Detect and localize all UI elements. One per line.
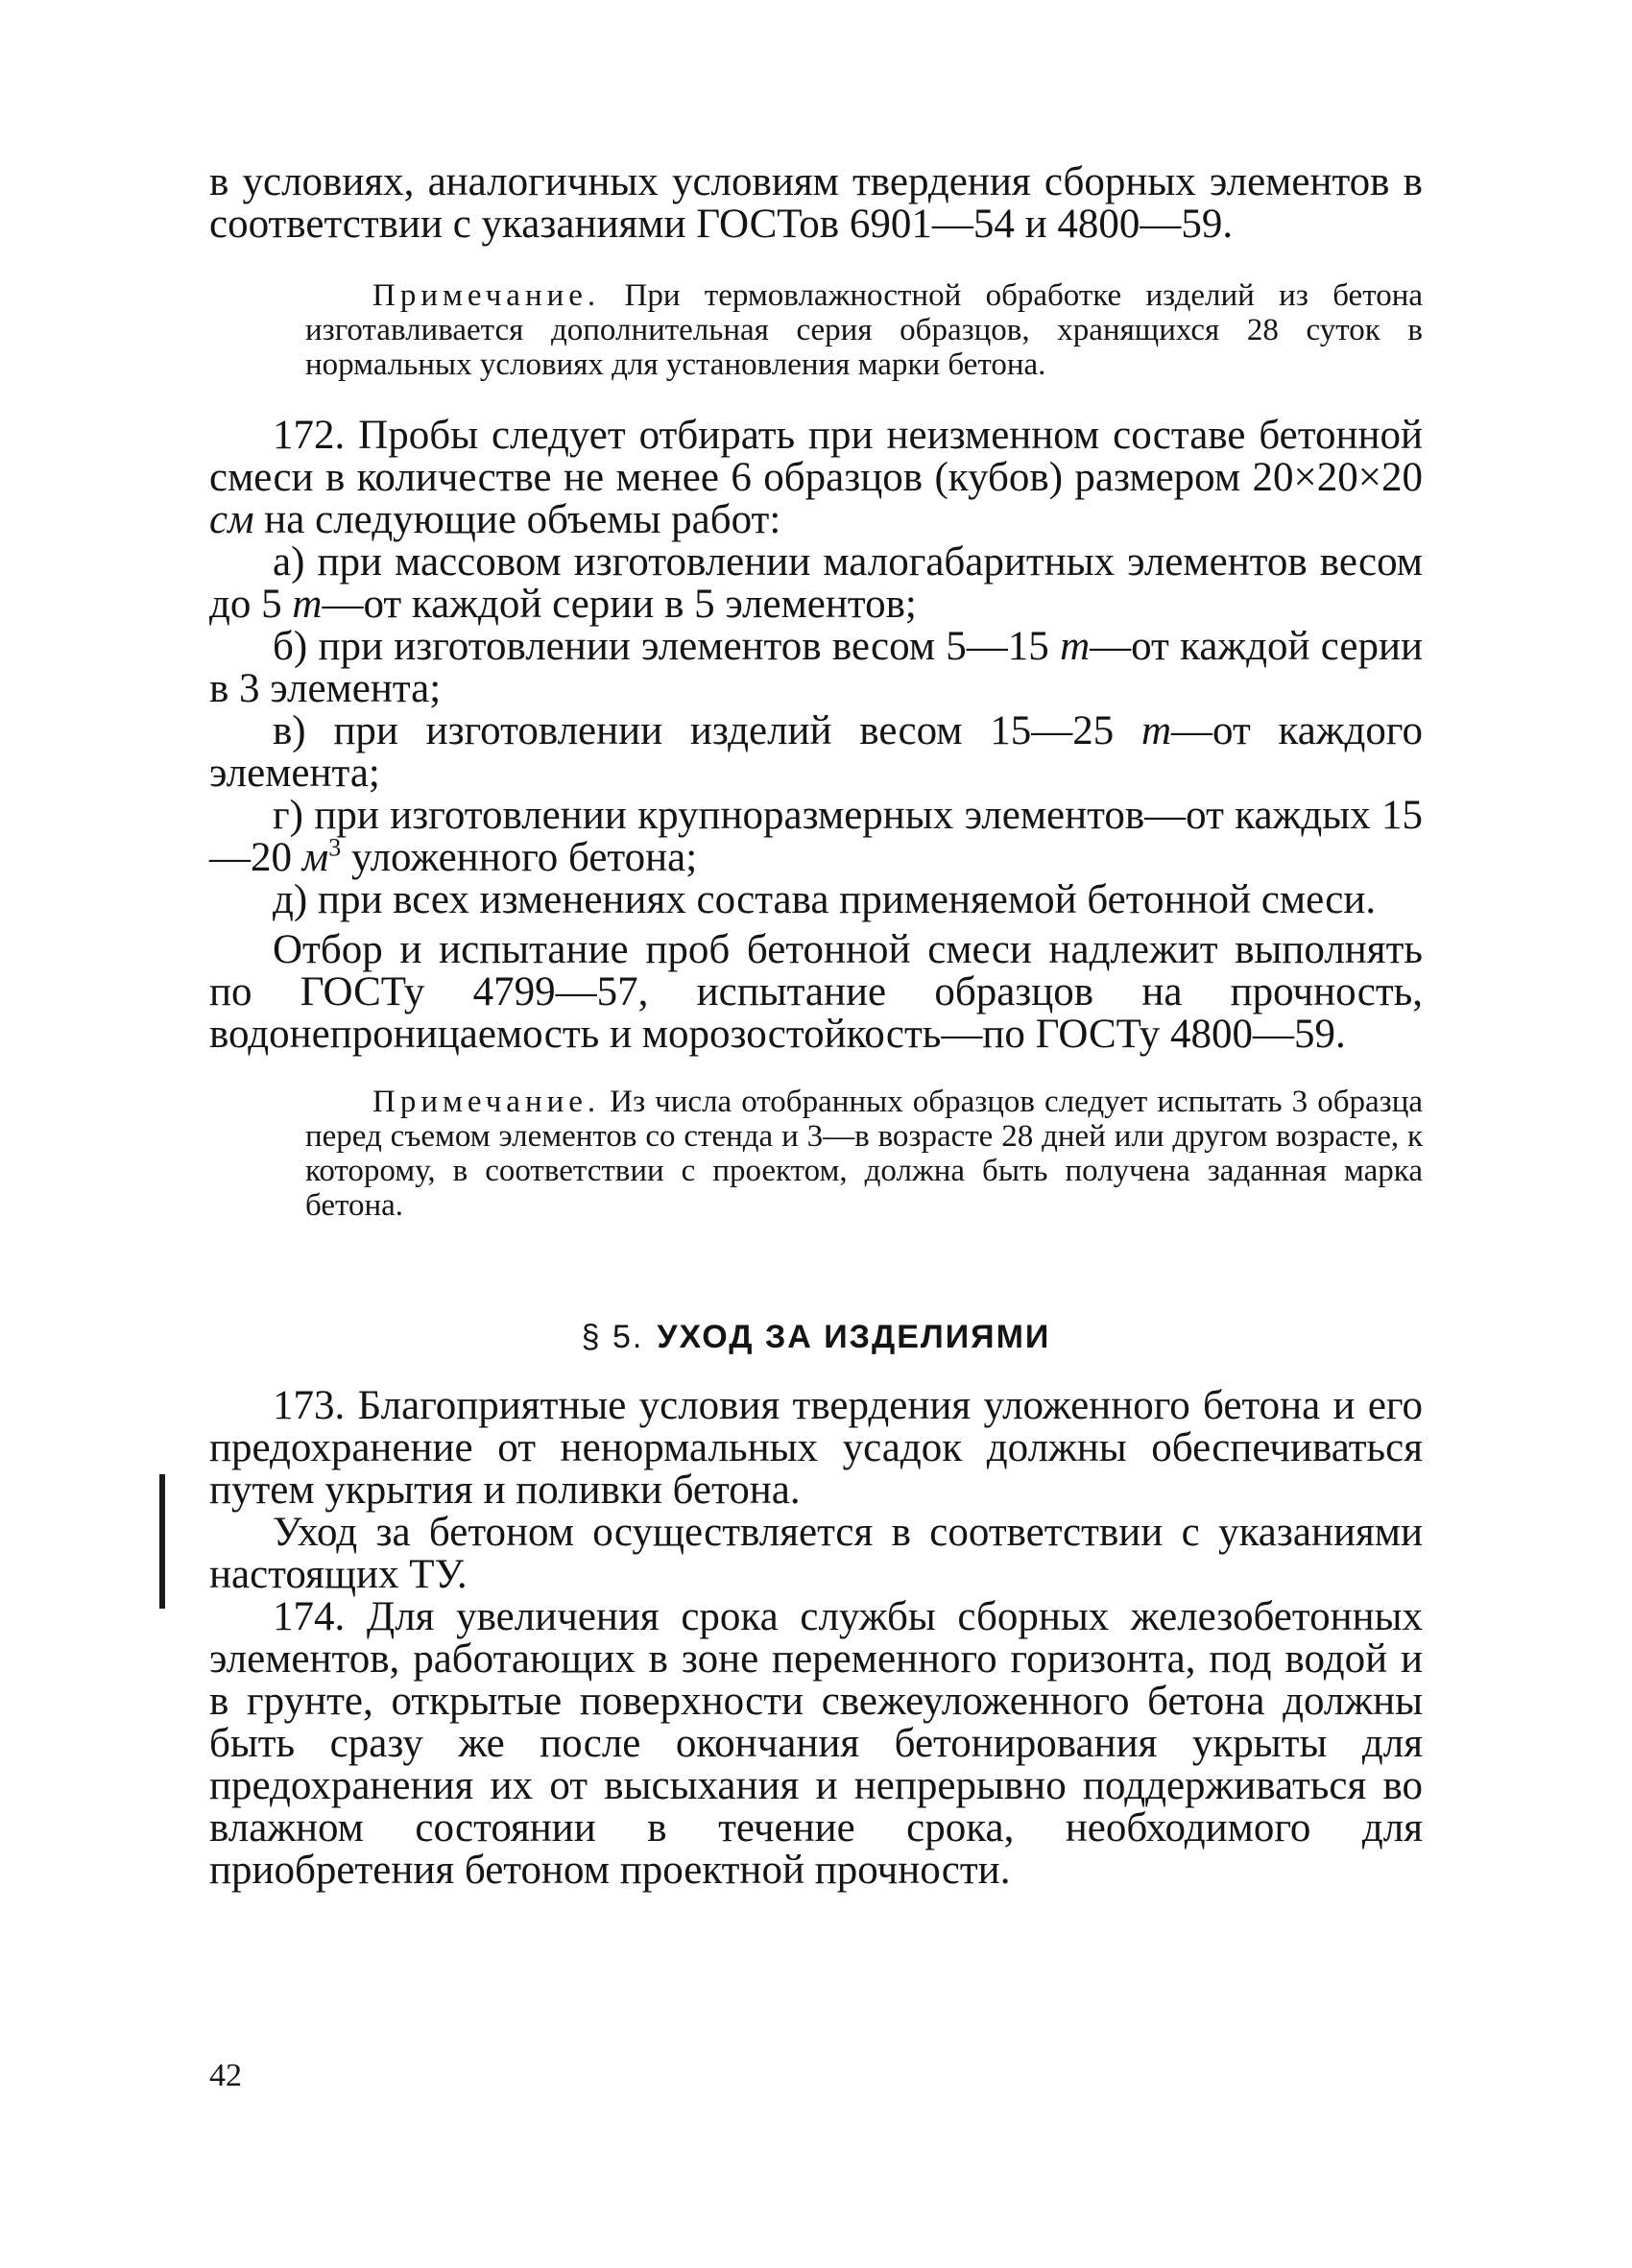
- page-body: [209, 161, 1423, 1892]
- note-1-text: При термовлажностной обработке изделий из бетона изготавливается дополнительная серия образцов, хранящихся 28 суток в нормальных условиях для установления марки бетона.: [305, 278, 1423, 382]
- item-d: д) при всех изменениях состава применяемой бетонной смеси.: [273, 877, 1377, 922]
- item-g-text-1: г) при изготовлении крупноразмерных элементов—от каждых 15—20: [209, 793, 1423, 880]
- item-b-text-1: б) при изготовлении элементов весом 5—15: [273, 624, 1049, 669]
- paragraph-otbor: Отбор и испытание проб бетонной смеси надлежит выполнять по ГОСТу 4799—57, испытание образцов на прочность, водонепроницаемость и морозостойкость—по ГОСТу 4800—59.: [209, 927, 1423, 1057]
- note-2: [209, 1085, 1423, 1223]
- section-heading: [209, 1319, 1423, 1356]
- note-1: [209, 278, 1423, 382]
- item-v-text-1: в) при изготовлении изделий весом 15—25: [273, 708, 1115, 753]
- item-b-text-2: —от каждой серии в 3 элемента;: [209, 624, 1424, 711]
- item-b: [209, 626, 1423, 710]
- margin-change-bar: [159, 1474, 165, 1609]
- item-a-text-2: —от каждой серии в 5 элементов;: [322, 582, 917, 627]
- paragraph-172: [209, 415, 1423, 541]
- note-2-text: Из числа отобранных образцов следует испытать 3 образца перед съемом элементов со стенда и 3—в возрасте 28 дней или другом возрасте, к которому, в соответствии с проектом, должна быть получена заданная марка бетона.: [305, 1085, 1423, 1223]
- item-a-unit: т: [292, 582, 323, 627]
- p172-unit-cm: см: [209, 497, 254, 542]
- item-g-unit: м: [301, 835, 329, 880]
- item-g-text-2: уложенного бетона;: [350, 835, 698, 880]
- item-v-unit: т: [1140, 708, 1172, 753]
- paragraph-173: 173. Благоприятные условия твердения уложенного бетона и его предохранение от ненормальных усадок должны обеспечиваться путем укрытия и поливки бетона.: [209, 1383, 1423, 1513]
- item-g: [209, 795, 1423, 879]
- p172-text-a: 172. Пробы следует отбирать при неизменном составе бетонной смеси в количестве не менее 6 образцов (кубов) размером 20×20×20: [209, 413, 1423, 500]
- note-1-label: Примечание.: [372, 278, 601, 313]
- note-2-label: Примечание.: [372, 1085, 601, 1119]
- page-number: 42: [209, 2058, 242, 2093]
- item-a: [209, 541, 1423, 626]
- item-v-text-2: —от каждого элемента;: [209, 708, 1423, 796]
- paragraph-uhod: Уход за бетоном осуществляется в соответствии с указаниями настоящих ТУ.: [209, 1510, 1423, 1597]
- item-v: [209, 710, 1423, 795]
- paragraph-174: 174. Для увеличения срока службы сборных железобетонных элементов, работающих в зоне переменного горизонта, под водой и в грунте, открытые поверхности свежеуложенного бетона должны быть сразу же после окончания бетонирования укрыты для предохранения их от высыхания и непрерывно поддерживаться во влажном состоянии в течение срока, необходимого для приобретения бетоном проектной прочности.: [209, 1594, 1423, 1893]
- p172-text-b: на следующие объемы работ:: [264, 497, 781, 542]
- section-sign: § 5.: [581, 1319, 644, 1355]
- section-title: УХОД ЗА ИЗДЕЛИЯМИ: [657, 1319, 1051, 1355]
- item-a-text-1: а) при массовом изготовлении малогабаритных элементов весом до 5: [209, 539, 1423, 627]
- item-g-unit-exponent: 3: [328, 833, 342, 862]
- item-b-unit: т: [1060, 624, 1091, 669]
- intro-paragraph: в условиях, аналогичных условиям твердения сборных элементов в соответствии с указаниями ГОСТов 6901—54 и 4800—59.: [209, 159, 1423, 247]
